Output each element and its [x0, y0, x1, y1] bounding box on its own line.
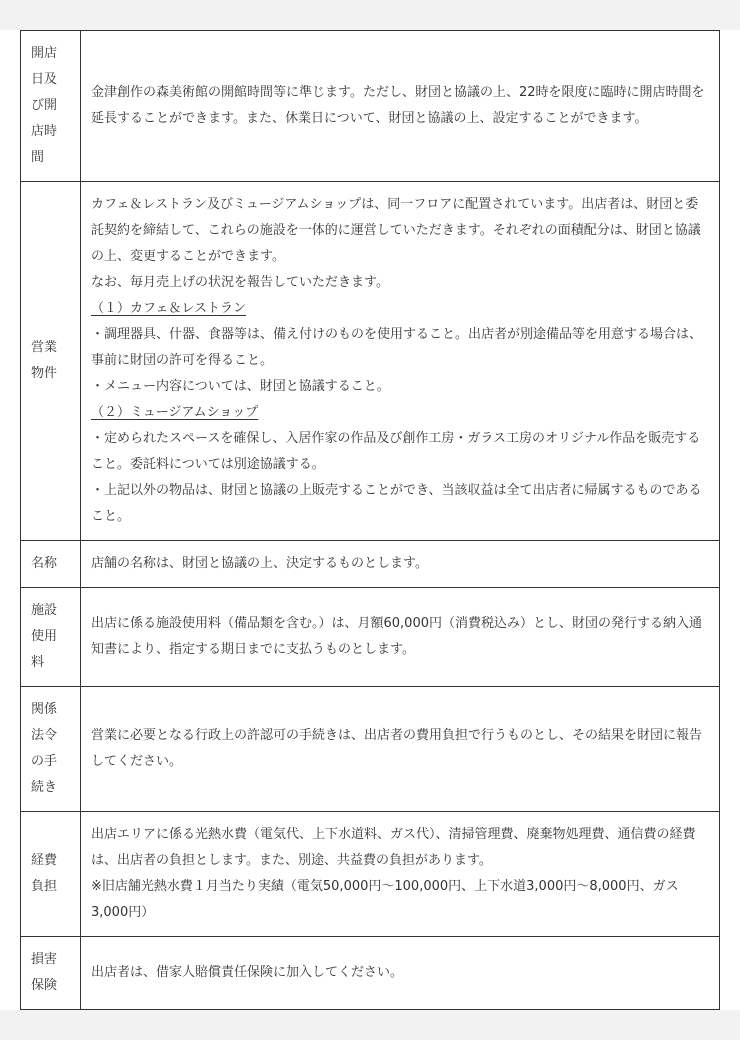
row-content — [81, 588, 720, 687]
terms-row-facility-fee — [21, 588, 720, 687]
content-paragraph: ・メニュー内容については、財団と協議すること。 — [91, 379, 390, 394]
row-content — [81, 687, 720, 812]
section-subheading-shop: （２）ミュージアムショップ — [91, 405, 259, 420]
row-label-line: 負担 — [31, 879, 58, 894]
content-paragraph: 出店者は、借家人賠償責任保険に加入してください。 — [91, 965, 404, 980]
terms-row-store-name — [21, 541, 720, 588]
content-paragraph: ・上記以外の物品は、財団と協議の上販売することができ、当該収益は全て出店者に帰属するものであること。 — [91, 483, 702, 524]
top-margin-band — [0, 0, 740, 30]
row-label-line: 続き — [31, 780, 58, 795]
row-label-line: び開 — [31, 98, 58, 113]
row-content — [81, 812, 720, 937]
terms-row-legal-procedures — [21, 687, 720, 812]
row-label-line: の手 — [31, 754, 58, 769]
row-content — [81, 937, 720, 1010]
content-paragraph: 店舗の名称は、財団と協議の上、決定するものとします。 — [91, 556, 428, 571]
content-paragraph: なお、毎月売上げの状況を報告していただきます。 — [91, 275, 389, 290]
row-label-line: 施設 — [31, 603, 58, 618]
row-label-line: 物件 — [31, 366, 58, 381]
content-paragraph: 出店エリアに係る光熱水費（電気代、上下水道料、ガス代）、清掃管理費、廃棄物処理費、通信費の経費は、出店者の負担とします。また、別途、共益費の負担があります。 — [91, 827, 696, 868]
terms-row-opening-hours — [21, 31, 720, 182]
content-paragraph: ・調理器具、什器、食器等は、備え付けのものを使用すること。出店者が別途備品等を用意する場合は、事前に財団の許可を得ること。 — [91, 327, 703, 368]
content-paragraph: 営業に必要となる行政上の許認可の手続きは、出店者の費用負担で行うものとし、その結果を財団に報告してください。 — [91, 728, 703, 769]
row-label — [21, 687, 81, 812]
section-subheading-cafe: （１）カフェ＆レストラン — [91, 301, 246, 316]
row-label-line: 関係 — [31, 702, 58, 717]
row-label-line: 経費 — [31, 853, 58, 868]
row-label — [21, 812, 81, 937]
content-paragraph: 金津創作の森美術館の開館時間等に準じます。ただし、財団と協議の上、22時を限度に臨時に開店時間を延長することができます。また、休業日について、財団と協議の上、設定することができます。 — [91, 85, 705, 126]
row-label-line: 使用 — [31, 629, 58, 644]
row-label-line: 料 — [31, 655, 45, 670]
terms-row-damage-insurance — [21, 937, 720, 1010]
terms-table — [20, 30, 720, 1010]
row-label-line: 名称 — [31, 556, 58, 571]
row-label — [21, 31, 81, 182]
row-label-line: 損害 — [31, 952, 58, 967]
row-label-line: 開店 — [31, 46, 58, 61]
row-content — [81, 541, 720, 588]
row-label — [21, 541, 81, 588]
bottom-margin-band — [0, 1010, 740, 1040]
row-label-line: 店時 — [31, 124, 58, 139]
row-label-line: 間 — [31, 150, 45, 165]
row-label — [21, 182, 81, 541]
row-label — [21, 937, 81, 1010]
content-paragraph: カフェ＆レストラン及びミュージアムショップは、同一フロアに配置されています。出店者は、財団と委託契約を締結して、これらの施設を一体的に運営していただきます。それぞれの面積配分は、財団と協議の上、変更することができます。 — [91, 197, 701, 264]
row-label-line: 保険 — [31, 978, 58, 993]
row-label — [21, 588, 81, 687]
row-label-line: 日及 — [31, 72, 58, 87]
content-paragraph: ※旧店舗光熱水費１月当たり実績（電気50,000円～100,000円、上下水道3,000円～8,000円、ガス3,000円） — [91, 879, 679, 920]
content-paragraph: 出店に係る施設使用料（備品類を含む。）は、月額60,000円（消費税込み）とし、財団の発行する納入通知書により、指定する期日までに支払うものとします。 — [91, 616, 702, 657]
content-paragraph: ・定められたスペースを確保し、入居作家の作品及び創作工房・ガラス工房のオリジナル作品を販売すること。委託料については別途協議する。 — [91, 431, 701, 472]
row-content — [81, 31, 720, 182]
terms-row-expense-burden — [21, 812, 720, 937]
row-content — [81, 182, 720, 541]
row-label-line: 営業 — [31, 340, 58, 355]
terms-row-business-premises — [21, 182, 720, 541]
row-label-line: 法令 — [31, 728, 58, 743]
